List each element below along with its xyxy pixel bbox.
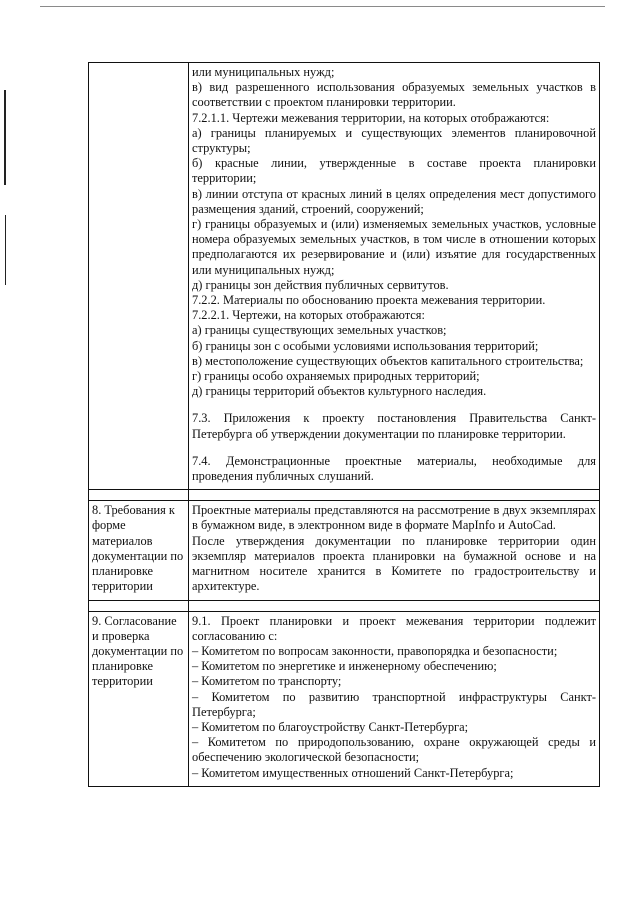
list-item: – Комитетом по вопросам законности, правопорядка и безопасности; xyxy=(192,643,558,658)
text-line: г) границы образуемых и (или) изменяемых земельных участков, условные номера образуемых земельных участков, в том числе в отношении которых предполагаются их резервирование и (или) изъятие для государственных или муниципальных нужд; xyxy=(192,217,596,277)
text-line: д) границы территорий объектов культурного наследия. xyxy=(192,384,487,399)
scan-top-rule xyxy=(40,6,605,7)
section-9-title: 9. Согласование и проверка документации по планировке территории xyxy=(89,611,189,786)
section-7-content-cell xyxy=(189,63,600,490)
spacer-cell xyxy=(89,600,189,611)
section-8-text: Проектные материалы представляются на рассмотрение в двух экземплярах в бумажном виде, в электронном виде в формате MapInfo и AutoCad. xyxy=(192,503,596,533)
text-line: в) местоположение существующих объектов капитального строительства; xyxy=(192,353,584,368)
text-line: 7.2.1.1. Чертежи межевания территории, на которых отображаются: xyxy=(192,110,550,125)
section-8-content-cell xyxy=(189,501,600,600)
text-line: или муниципальных нужд; xyxy=(192,65,335,79)
margin-mark xyxy=(4,90,6,185)
spacer-cell xyxy=(189,600,600,611)
table-spacer-row xyxy=(89,600,600,611)
item-7-3: 7.3. Приложения к проекту постановления Правительства Санкт-Петербурга об утверждении документации по планировке территории. xyxy=(192,411,596,441)
text-line: б) границы зон с особыми условиями использования территорий; xyxy=(192,338,539,353)
section-7-label-cell xyxy=(89,63,189,490)
text-line: д) границы зон действия публичных сервитутов. xyxy=(192,277,449,292)
section-9-content-cell xyxy=(189,611,600,786)
list-item: – Комитетом имущественных отношений Санкт-Петербурга; xyxy=(192,765,514,780)
spacer-cell xyxy=(189,490,600,501)
text-line: в) вид разрешенного использования образуемых земельных участков в соответствии с проектом планировки территории. xyxy=(192,80,596,110)
text-line: а) границы планируемых и существующих элементов планировочной структуры; xyxy=(192,125,596,156)
text-line: в) линии отступа от красных линий в целях определения мест допустимого размещения зданий, строений, сооружений; xyxy=(192,186,596,216)
list-item: – Комитетом по энергетике и инженерному обеспечению; xyxy=(192,659,497,674)
text-line: б) красные линии, утвержденные в составе проекта планировки территории; xyxy=(192,156,596,186)
section-8-text: После утверждения документации по планировке территории один экземпляр материалов проекта планировки на бумажной основе и на магнитном носителе хранится в Комитете по градостроительству и архитектуре. xyxy=(192,533,596,594)
list-item: – Комитетом по транспорту; xyxy=(192,674,342,689)
spacer-cell xyxy=(89,490,189,501)
text-line: г) границы особо охраняемых природных территорий; xyxy=(192,369,480,384)
requirements-table xyxy=(88,62,600,787)
list-item: – Комитетом по природопользованию, охране окружающей среды и обеспечению экологической безопасности; xyxy=(192,735,596,765)
list-item: – Комитетом по благоустройству Санкт-Петербурга; xyxy=(192,719,469,734)
margin-mark xyxy=(5,215,6,285)
table-row xyxy=(89,501,600,600)
text-line: а) границы существующих земельных участков; xyxy=(192,323,447,338)
section-9-intro: 9.1. Проект планировки и проект межевания территории подлежит согласованию с: xyxy=(192,613,596,643)
list-item: – Комитетом по развитию транспортной инфраструктуры Санкт-Петербурга; xyxy=(192,689,596,719)
table-spacer-row xyxy=(89,490,600,501)
table-row xyxy=(89,611,600,786)
table-row xyxy=(89,63,600,490)
section-8-title: 8. Требования к форме материалов документации по планировке территории xyxy=(89,501,189,600)
text-line: 7.2.2.1. Чертежи, на которых отображаются: xyxy=(192,308,425,323)
text-line: 7.2.2. Материалы по обоснованию проекта межевания территории. xyxy=(192,293,546,308)
item-7-4: 7.4. Демонстрационные проектные материалы, необходимые для проведения публичных слушаний. xyxy=(192,453,596,484)
